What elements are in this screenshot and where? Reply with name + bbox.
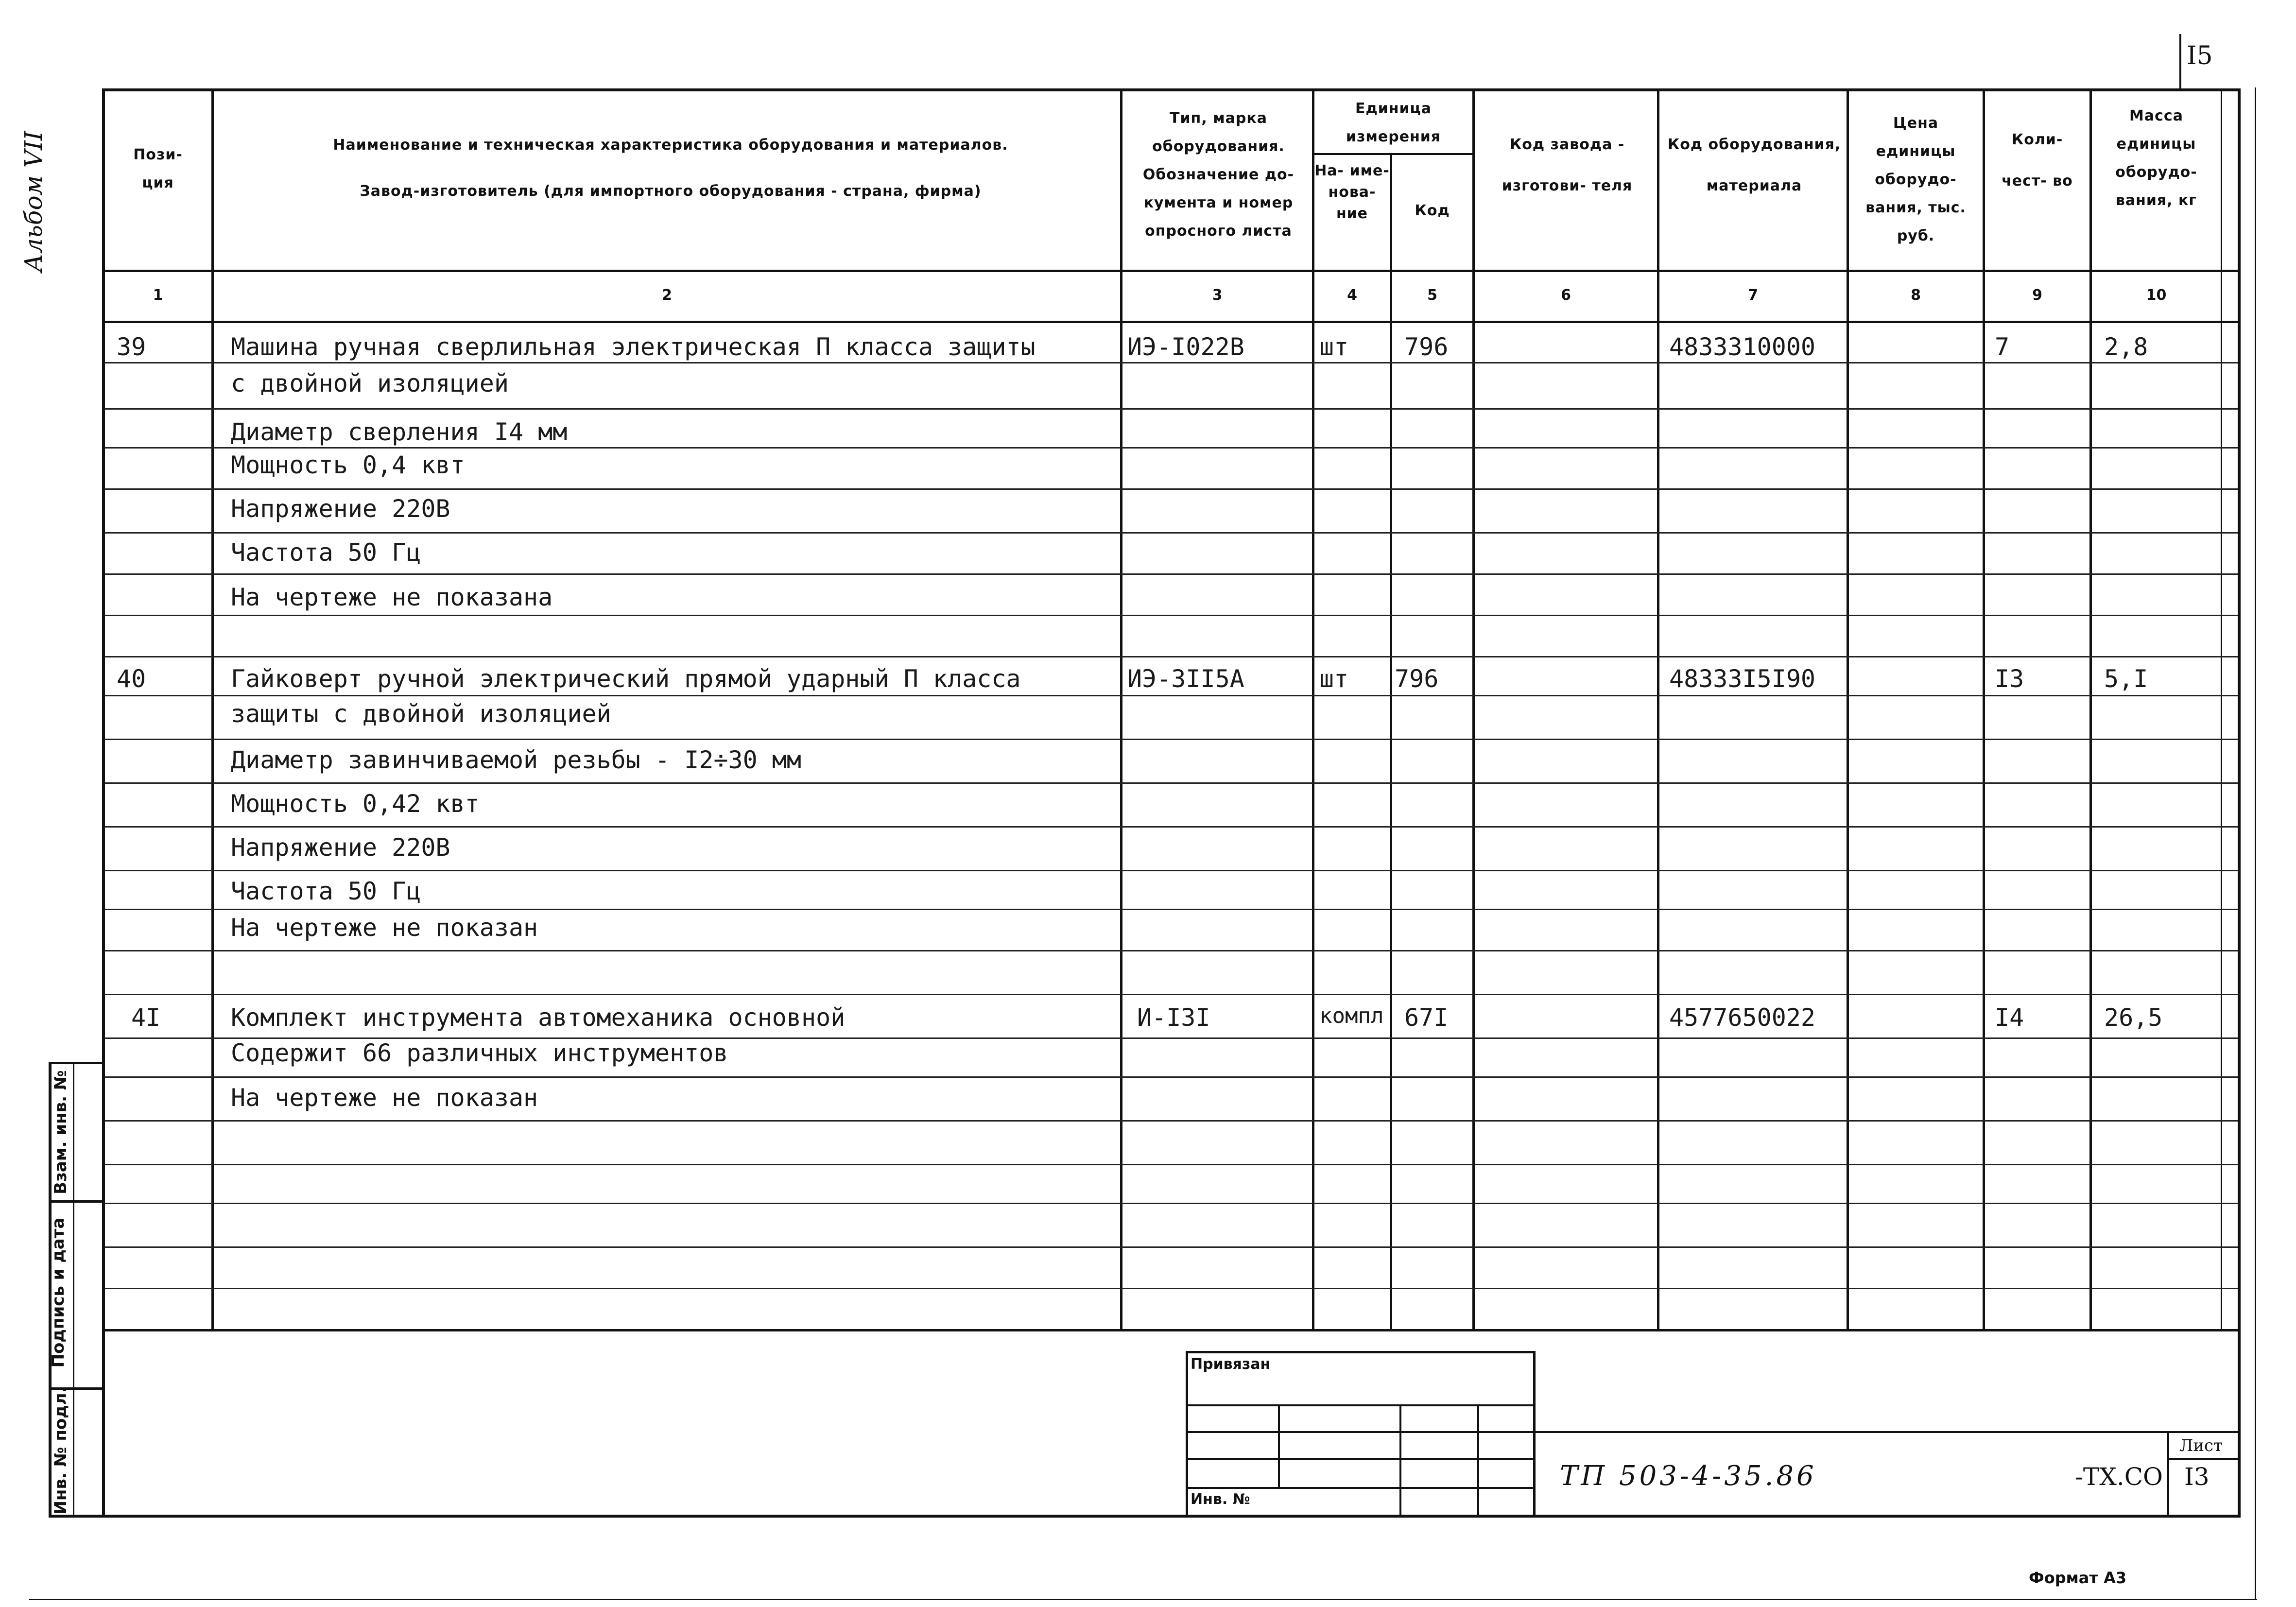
header-type: Тип, марка оборудования. Обозначение до- кумента и номер опросного листа bbox=[1142, 110, 1295, 240]
row-equip-code: 4833310000 bbox=[1669, 333, 1816, 361]
row-name: Напряжение 220В bbox=[231, 833, 450, 862]
sheet-number: I3 bbox=[2184, 1463, 2210, 1491]
frame-bottom bbox=[49, 1515, 2241, 1518]
row-name: Диаметр сверления I4 мм bbox=[231, 418, 568, 446]
row-separator bbox=[104, 1120, 2238, 1122]
row-name: На чертеже не показан bbox=[231, 1084, 538, 1112]
row-unit: компл bbox=[1319, 1003, 1384, 1028]
row-separator bbox=[104, 615, 2238, 616]
header-bottom-line bbox=[102, 270, 2240, 272]
row-separator bbox=[104, 695, 2238, 696]
row-separator bbox=[104, 909, 2238, 910]
row-mass: 5,I bbox=[2104, 665, 2148, 693]
page-right-rule bbox=[2255, 87, 2256, 1600]
row-separator bbox=[104, 362, 2238, 363]
table-bottom-line bbox=[102, 1329, 2240, 1331]
stamp-inv-no: Инв. № bbox=[1191, 1491, 1250, 1508]
row-name: Частота 50 Гц bbox=[231, 538, 421, 567]
header-unit-name: На- име- нова- ние bbox=[1314, 162, 1390, 222]
header-qty: Коли- чест- во bbox=[2002, 131, 2073, 190]
colnum-8: 8 bbox=[1911, 287, 1921, 304]
row-separator bbox=[104, 488, 2238, 490]
row-name: с двойной изоляцией bbox=[231, 369, 509, 397]
header-unit-code: Код bbox=[1415, 202, 1450, 219]
colnum-bottom-line bbox=[102, 321, 2240, 323]
colnum-2: 2 bbox=[662, 287, 672, 304]
row-name: Гайковерт ручной электрический прямой ударный П класса bbox=[231, 665, 1021, 693]
header-maker-code: Код завода - изготови- теля bbox=[1502, 136, 1633, 194]
colnum-9: 9 bbox=[2032, 287, 2042, 304]
row-separator bbox=[104, 1246, 2238, 1248]
header-equip-code: Код оборудования, материала bbox=[1667, 136, 1841, 194]
side-label-podpis: Подпись и дата bbox=[49, 1217, 68, 1368]
row-code: 796 bbox=[1395, 665, 1439, 693]
sheet-label: Лист bbox=[2179, 1436, 2223, 1455]
colnum-4: 4 bbox=[1347, 287, 1357, 304]
row-separator bbox=[104, 1203, 2238, 1204]
row-equip-code: 48333I5I90 bbox=[1669, 665, 1816, 693]
header-unit: Единица измерения bbox=[1346, 100, 1441, 145]
row-position: 39 bbox=[117, 333, 146, 361]
row-separator bbox=[104, 994, 2238, 995]
row-type: И-I3I bbox=[1137, 1003, 1210, 1032]
row-equip-code: 4577650022 bbox=[1669, 1003, 1816, 1032]
frame-right bbox=[2238, 88, 2241, 1517]
side-label-inv: Инв. № подл. bbox=[51, 1386, 70, 1515]
stamp-privyazan: Привязан bbox=[1191, 1356, 1271, 1373]
side-label-vzam: Взам. инв. № bbox=[51, 1070, 70, 1194]
row-separator bbox=[104, 573, 2238, 575]
row-code: 796 bbox=[1404, 333, 1449, 361]
row-separator bbox=[104, 782, 2238, 784]
header-name-line1: Наименование и техническая характеристика оборудования и материалов. bbox=[333, 137, 1008, 154]
format-label: Формат А3 bbox=[2029, 1569, 2127, 1587]
header-name-line2: Завод-изготовитель (для импортного оборудования - страна, фирма) bbox=[360, 183, 982, 200]
row-mass: 2,8 bbox=[2104, 333, 2148, 361]
colnum-10: 10 bbox=[2146, 287, 2167, 304]
colnum-6: 6 bbox=[1561, 287, 1571, 304]
row-separator bbox=[104, 408, 2238, 410]
row-position: 40 bbox=[117, 665, 146, 693]
header-mass: Масса единицы оборудо- вания, кг bbox=[2115, 107, 2197, 209]
colnum-3: 3 bbox=[1212, 287, 1223, 304]
colnum-1: 1 bbox=[153, 287, 163, 304]
row-separator bbox=[104, 950, 2238, 951]
document-code: ТП 503-4-35.86 bbox=[1560, 1460, 1817, 1492]
row-name: Мощность 0,4 квт bbox=[231, 451, 465, 479]
row-qty: I3 bbox=[1995, 665, 2024, 693]
row-name: Содержит 66 различных инструментов bbox=[231, 1039, 728, 1067]
header-position: Пози- ция bbox=[133, 146, 183, 191]
row-separator bbox=[104, 739, 2238, 740]
row-position: 4I bbox=[131, 1003, 161, 1032]
row-unit: шт bbox=[1319, 665, 1349, 693]
album-label: Альбом VII bbox=[19, 131, 48, 272]
row-separator bbox=[104, 656, 2238, 657]
row-name: На чертеже не показана bbox=[231, 583, 553, 611]
document-suffix: -ТХ.СО bbox=[2075, 1463, 2163, 1491]
row-name: На чертеже не показан bbox=[231, 914, 538, 942]
row-mass: 26,5 bbox=[2104, 1003, 2163, 1032]
row-name: Мощность 0,42 квт bbox=[231, 790, 480, 818]
row-separator bbox=[104, 870, 2238, 871]
header-price: Цена единицы оборудо- вания, тыс. руб. bbox=[1865, 115, 1966, 244]
row-name: Напряжение 220В bbox=[231, 495, 450, 523]
page-bottom-rule bbox=[29, 1599, 2257, 1600]
row-separator bbox=[104, 1288, 2238, 1289]
row-separator bbox=[104, 532, 2238, 534]
row-qty: I4 bbox=[1995, 1003, 2024, 1032]
frame-top bbox=[102, 88, 2240, 91]
colnum-7: 7 bbox=[1748, 287, 1758, 304]
row-separator bbox=[104, 826, 2238, 828]
row-qty: 7 bbox=[1995, 333, 2010, 361]
page-number-top: I5 bbox=[2187, 41, 2213, 70]
row-code: 67I bbox=[1404, 1003, 1449, 1032]
row-name: Диаметр завинчиваемой резьбы - I2÷30 мм bbox=[231, 746, 801, 774]
row-separator bbox=[104, 447, 2238, 449]
row-name: Частота 50 Гц bbox=[231, 877, 421, 905]
row-type: ИЭ-3II5А bbox=[1127, 665, 1244, 693]
colnum-5: 5 bbox=[1427, 287, 1437, 304]
row-type: ИЭ-I022В bbox=[1127, 333, 1244, 361]
row-unit: шт bbox=[1319, 333, 1349, 361]
row-separator bbox=[104, 1076, 2238, 1078]
row-name: защиты с двойной изоляцией bbox=[231, 700, 611, 728]
row-name: Машина ручная сверлильная электрическая П класса защиты bbox=[231, 333, 1036, 361]
row-separator bbox=[104, 1164, 2238, 1165]
row-name: Комплект инструмента автомеханика основной bbox=[231, 1003, 846, 1032]
